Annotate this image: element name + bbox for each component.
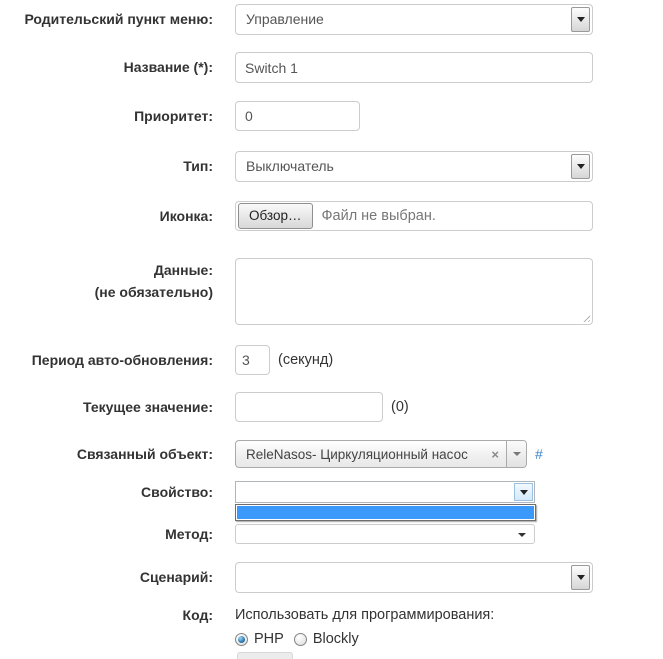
- icon-file-input[interactable]: [235, 201, 593, 231]
- chevron-down-glyph: [577, 575, 585, 580]
- chevron-down-icon[interactable]: [514, 483, 533, 501]
- linked-object-selected-value: ReleNasos- Циркуляционный насос: [246, 446, 468, 462]
- clear-icon[interactable]: ×: [491, 446, 499, 462]
- type-label: Тип:: [183, 158, 213, 174]
- current-value-field-wrap: [235, 392, 409, 422]
- type-selected-value: Выключатель: [246, 158, 334, 174]
- priority-input[interactable]: [235, 101, 360, 131]
- name-input[interactable]: [235, 52, 593, 83]
- no-file-chosen-text: Файл не выбран.: [321, 208, 436, 224]
- name-field-wrap: [235, 52, 593, 83]
- code-field-wrap: [235, 606, 494, 647]
- chevron-down-icon[interactable]: [571, 154, 590, 179]
- linked-object-field-wrap: [235, 440, 543, 468]
- browse-button[interactable]: Обзор…: [238, 203, 313, 229]
- method-select[interactable]: [235, 524, 535, 544]
- chevron-down-glyph: [577, 17, 585, 22]
- property-field-wrap: [235, 481, 535, 503]
- scenario-label: Сценарий:: [139, 569, 213, 585]
- linked-object-label: Связанный объект:: [76, 446, 213, 462]
- form-row-scenario: [0, 562, 663, 593]
- code-label: Код:: [182, 607, 213, 623]
- radio-blockly[interactable]: [294, 633, 307, 646]
- priority-field-wrap: [235, 101, 360, 131]
- property-dropdown-option-highlighted[interactable]: [237, 506, 534, 519]
- method-label: Метод:: [165, 526, 213, 542]
- radio-blockly-label: Blockly: [312, 631, 359, 647]
- refresh-period-field-wrap: [235, 345, 333, 375]
- name-label: Название (*):: [123, 59, 213, 75]
- code-language-radio-group: [235, 631, 494, 647]
- radio-php-label: PHP: [254, 631, 284, 647]
- parent-menu-label: Родительский пункт меню:: [24, 11, 213, 27]
- chevron-down-glyph: [513, 452, 521, 456]
- property-dropdown-list: [235, 504, 536, 521]
- linked-object-combobox[interactable]: [235, 440, 527, 468]
- property-select[interactable]: [235, 481, 535, 503]
- object-link[interactable]: #: [535, 446, 543, 462]
- chevron-down-icon[interactable]: [506, 441, 526, 467]
- current-value-suffix: (0): [391, 399, 409, 415]
- parent-menu-select[interactable]: [235, 4, 593, 35]
- chevron-down-glyph: [520, 490, 528, 495]
- data-label-line2: (не обязательно): [94, 284, 213, 300]
- chevron-down-icon: [518, 533, 526, 537]
- radio-php[interactable]: [235, 633, 248, 646]
- property-label: Свойство:: [141, 484, 213, 500]
- refresh-period-suffix: (секунд): [278, 352, 334, 368]
- scenario-select[interactable]: [235, 562, 593, 593]
- priority-label: Приоритет:: [134, 108, 213, 124]
- chevron-down-icon[interactable]: [571, 565, 590, 590]
- form-row-method: [0, 524, 663, 544]
- chevron-down-glyph: [577, 164, 585, 169]
- resize-grip-icon[interactable]: [581, 313, 590, 322]
- code-heading: Использовать для программирования:: [235, 607, 495, 623]
- data-textarea[interactable]: [235, 258, 593, 325]
- chevron-down-icon[interactable]: [571, 7, 590, 32]
- refresh-period-label: Период авто-обновления:: [31, 352, 213, 368]
- data-label-line1: Данные:: [153, 262, 213, 278]
- form-row-parent-menu: [0, 4, 663, 35]
- type-select[interactable]: [235, 151, 593, 182]
- icon-label: Иконка:: [159, 208, 213, 224]
- data-label: [0, 258, 213, 301]
- current-value-input[interactable]: [235, 392, 383, 422]
- form-row-data: [0, 258, 663, 325]
- form-row-type: [0, 151, 663, 182]
- current-value-label: Текущее значение:: [83, 399, 213, 415]
- parent-menu-selected-value: Управление: [246, 11, 324, 27]
- cutoff-button-top[interactable]: [237, 652, 293, 659]
- refresh-period-input[interactable]: [235, 345, 270, 375]
